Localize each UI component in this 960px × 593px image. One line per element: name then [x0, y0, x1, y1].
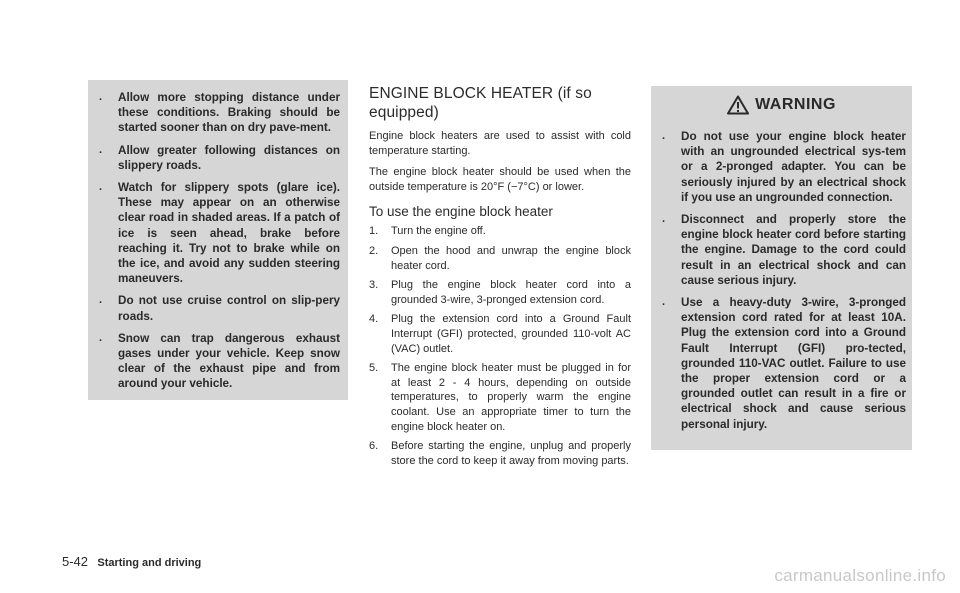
- page-footer: [62, 554, 201, 569]
- bullet-marker: .: [99, 181, 103, 194]
- warning-bullet-list: [651, 129, 906, 439]
- engine-block-heater-section: [369, 84, 631, 473]
- bullet-marker: .: [662, 296, 666, 309]
- warning-banner: [651, 86, 912, 124]
- step-number: 5.: [369, 362, 379, 375]
- bullet-marker: .: [662, 213, 666, 226]
- step-item: 3. Plug the engine block heater cord into a grounded 3-wire, 3-pronged extension cord.: [369, 279, 631, 306]
- section-heading: ENGINE BLOCK HEATER (if so equipped): [369, 85, 592, 121]
- warning-title: WARNING: [755, 96, 836, 113]
- bullet-marker: .: [99, 331, 103, 344]
- watermark: carmanualsonline.info: [774, 566, 946, 585]
- step-item: 2. Open the hood and unwrap the engine block heater cord.: [369, 244, 631, 272]
- page-number: 5-42: [62, 554, 89, 569]
- caution-bullet-list: [88, 90, 340, 399]
- steps-list: [369, 224, 631, 468]
- step-number: 6.: [369, 440, 379, 453]
- bullet-marker: .: [662, 130, 666, 142]
- intro-paragraph: Engine block heaters are used to assist with cold temperature starting.: [369, 130, 631, 157]
- list-item: . Allow greater following distances on slippery roads.: [99, 143, 340, 172]
- list-item: . Watch for slippery spots (glare ice). These may appear on an otherwise clear road in shaded areas. If a patch of ice is seen ahead, brake before reaching it. Try not to brake while on the ice, and avoid any sudden steering maneuvers.: [99, 181, 340, 286]
- step-item: 1. Turn the engine off.: [369, 225, 486, 238]
- section-name: Starting and driving: [97, 557, 202, 569]
- subsection-heading: To use the engine block heater: [369, 204, 553, 220]
- step-number: 1.: [369, 225, 379, 238]
- list-item: . Snow can trap dangerous exhaust gases under your vehicle. Keep snow clear of the exhaust pipe and from around your vehicle.: [99, 331, 340, 391]
- step-number: 2.: [369, 244, 379, 257]
- caution-box: [88, 80, 348, 400]
- list-item: . Do not use cruise control on slip-pery roads.: [99, 294, 340, 323]
- warning-triangle-icon: [727, 95, 749, 115]
- bullet-marker: .: [99, 91, 103, 103]
- step-item: 4. Plug the extension cord into a Ground Fault Interrupt (GFI) protected, grounded 110-volt AC (VAC) outlet.: [369, 313, 631, 355]
- step-item: 6. Before starting the engine, unplug and properly store the cord to keep it away from moving parts.: [369, 440, 631, 467]
- bullet-marker: .: [99, 294, 103, 307]
- list-item: . Allow more stopping distance under these conditions. Braking should be started sooner than on dry pave-ment.: [99, 91, 340, 135]
- list-item: . Do not use your engine block heater with an ungrounded electrical sys-tem or a 2-pronged adapter. You can be seriously injured by an electrical shock if you use an ungrounded connection.: [662, 130, 906, 204]
- step-item: 5. The engine block heater must be plugged in for at least 2 - 4 hours, depending on outside temperatures, to properly warm the engine coolant. Use an appropriate timer to turn the engine block heater on.: [369, 362, 631, 433]
- list-item: . Use a heavy-duty 3-wire, 3-pronged extension cord rated for at least 10A. Plug the extension cord into a Ground Fault Interrupt (GFI) pro-tected, grounded 110-VAC outlet. Failure to use the proper extension cord or a grounded outlet can result in a fire or electrical shock and cause serious personal injury.: [662, 296, 906, 431]
- step-number: 3.: [369, 279, 379, 292]
- step-number: 4.: [369, 313, 379, 326]
- temperature-paragraph: The engine block heater should be used when the outside temperature is 20°F (−7°C) or lower.: [369, 166, 631, 193]
- bullet-marker: .: [99, 143, 103, 156]
- warning-box: [651, 86, 912, 450]
- list-item: . Disconnect and properly store the engine block heater cord before starting the engine. Damage to the cord could result in an electrical shock and can cause serious injury.: [662, 213, 906, 287]
